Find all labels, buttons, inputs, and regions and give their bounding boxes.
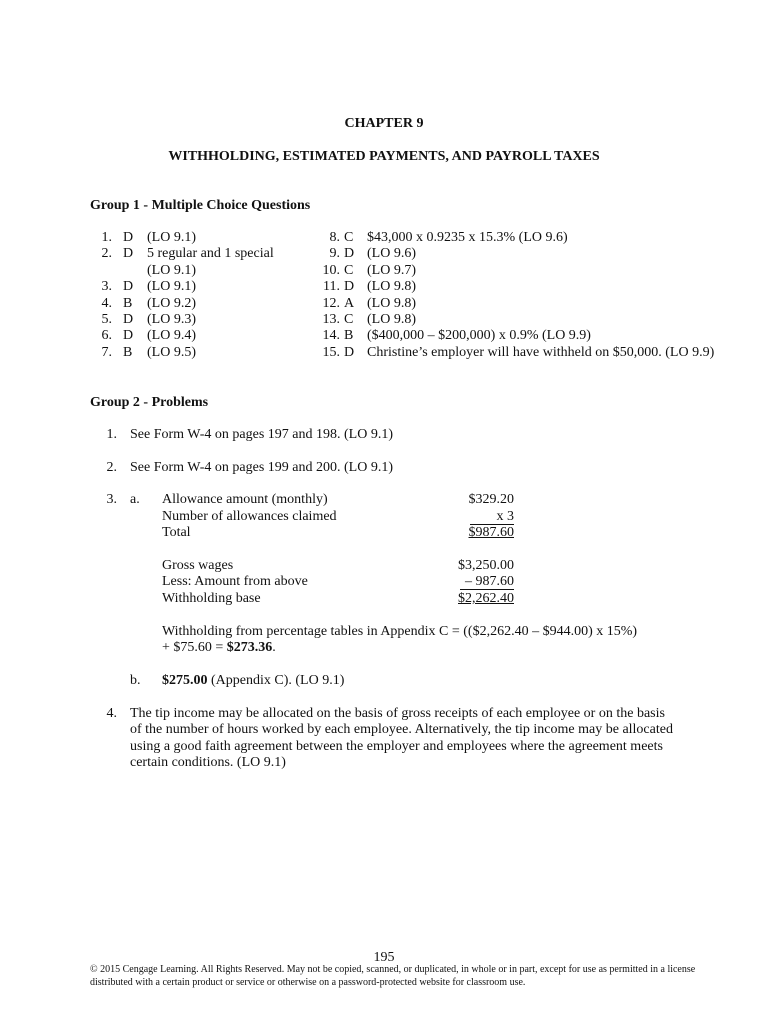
problem-1-text: See Form W-4 on pages 197 and 198. (LO 9.1)	[130, 427, 393, 442]
problem-4-line: using a good faith agreement between the employer and employees where the agreement meets	[130, 739, 663, 754]
calc-value: x 3	[470, 509, 514, 525]
calc-total: $2,262.40	[458, 591, 514, 606]
mc-explanation: (LO 9.8)	[367, 279, 416, 294]
mc-explanation: (LO 9.2)	[147, 296, 196, 311]
problem-number: 3.	[106, 492, 117, 507]
page-title: WITHHOLDING, ESTIMATED PAYMENTS, AND PAYROLL TAXES	[168, 149, 600, 164]
mc-answer: B	[123, 296, 133, 311]
mc-number: 5.	[101, 312, 112, 327]
mc-number: 2.	[101, 246, 112, 261]
mc-explanation: $43,000 x 0.9235 x 15.3% (LO 9.6)	[367, 230, 568, 245]
withholding-formula: Withholding from percentage tables in Appendix C = (($2,262.40 – $944.00) x 15%)	[162, 624, 638, 639]
mc-number: 7.	[101, 345, 112, 360]
mc-explanation: (LO 9.5)	[147, 345, 196, 360]
mc-answer: D	[123, 230, 134, 245]
withholding-result-suffix: .	[272, 640, 276, 655]
group2-heading: Group 2 - Problems	[90, 395, 209, 410]
calc-label: Allowance amount (monthly)	[162, 492, 328, 507]
problem-4-line: of the number of hours worked by each employee. Alternatively, the tip income may be allocated	[130, 722, 673, 737]
mc-number: 15.	[322, 345, 340, 360]
calc-value: – 987.60	[460, 574, 514, 590]
mc-number: 14.	[322, 328, 340, 343]
mc-explanation: (LO 9.1)	[147, 279, 196, 294]
withholding-result-prefix: + $75.60 =	[162, 640, 227, 655]
part-b-reference: (Appendix C). (LO 9.1)	[207, 673, 345, 688]
mc-answer: C	[344, 230, 354, 245]
mc-explanation: (LO 9.3)	[147, 312, 196, 327]
mc-number: 11.	[323, 279, 340, 294]
mc-answer: D	[344, 345, 355, 360]
part-b-amount: $275.00	[162, 673, 208, 688]
withholding-result	[162, 640, 276, 656]
part-b-text	[162, 673, 344, 689]
mc-number: 4.	[101, 296, 112, 311]
mc-explanation: (LO 9.1)	[147, 230, 196, 245]
mc-explanation: (LO 9.1)	[147, 263, 196, 278]
mc-answer: B	[123, 345, 133, 360]
calc-label: Gross wages	[162, 558, 234, 573]
mc-answer: D	[344, 279, 355, 294]
mc-number: 1.	[101, 230, 112, 245]
problem-number: 4.	[106, 706, 117, 721]
problem-2-text: See Form W-4 on pages 199 and 200. (LO 9.1)	[130, 460, 393, 475]
mc-number: 3.	[101, 279, 112, 294]
mc-answer: D	[123, 246, 134, 261]
withholding-result-amount: $273.36	[226, 640, 273, 655]
mc-explanation: (LO 9.4)	[147, 328, 196, 343]
problem-number: 2.	[106, 460, 117, 475]
mc-answer: A	[344, 296, 355, 311]
problem-number: 1.	[106, 427, 117, 442]
copyright-notice-line2: distributed with a certain product or service or otherwise on a password-protected website for classroom use.	[90, 977, 526, 988]
calc-label: Less: Amount from above	[162, 574, 308, 589]
mc-explanation: (LO 9.6)	[367, 246, 416, 261]
mc-number: 12.	[322, 296, 340, 311]
mc-answer: D	[123, 279, 134, 294]
mc-number: 10.	[322, 263, 340, 278]
mc-answer: D	[123, 312, 134, 327]
problem-4-line: certain conditions. (LO 9.1)	[130, 755, 286, 770]
mc-answer: D	[123, 328, 134, 343]
mc-explanation: (LO 9.8)	[367, 312, 416, 327]
calc-total: $987.60	[468, 525, 514, 540]
mc-number: 6.	[101, 328, 112, 343]
mc-number: 9.	[329, 246, 340, 261]
chapter-title: CHAPTER 9	[344, 116, 424, 131]
mc-explanation: Christine’s employer will have withheld on $50,000. (LO 9.9)	[367, 345, 715, 360]
calc-value: $3,250.00	[458, 558, 514, 573]
mc-answer: B	[344, 328, 354, 343]
copyright-notice-line1: © 2015 Cengage Learning. All Rights Reserved. May not be copied, scanned, or duplicated, in whole or in part, except for use as permitted in a license	[90, 964, 696, 975]
mc-number: 8.	[329, 230, 340, 245]
mc-explanation: (LO 9.7)	[367, 263, 416, 278]
part-b-label: b.	[130, 673, 141, 688]
mc-number: 13.	[322, 312, 340, 327]
calc-label: Withholding base	[162, 591, 261, 606]
problem-4-line: The tip income may be allocated on the basis of gross receipts of each employee or on the basis	[130, 706, 665, 721]
mc-explanation: (LO 9.8)	[367, 296, 416, 311]
mc-answer: C	[344, 312, 354, 327]
mc-answer: C	[344, 263, 354, 278]
calc-label: Number of allowances claimed	[162, 509, 337, 524]
calc-value: $329.20	[468, 492, 514, 507]
part-a-label: a.	[130, 492, 140, 507]
calc-label: Total	[162, 525, 191, 540]
page-number: 195	[373, 950, 395, 965]
mc-explanation: 5 regular and 1 special	[147, 246, 274, 261]
group1-heading: Group 1 - Multiple Choice Questions	[90, 198, 311, 213]
mc-answer: D	[344, 246, 355, 261]
mc-explanation: ($400,000 – $200,000) x 0.9% (LO 9.9)	[367, 328, 591, 343]
